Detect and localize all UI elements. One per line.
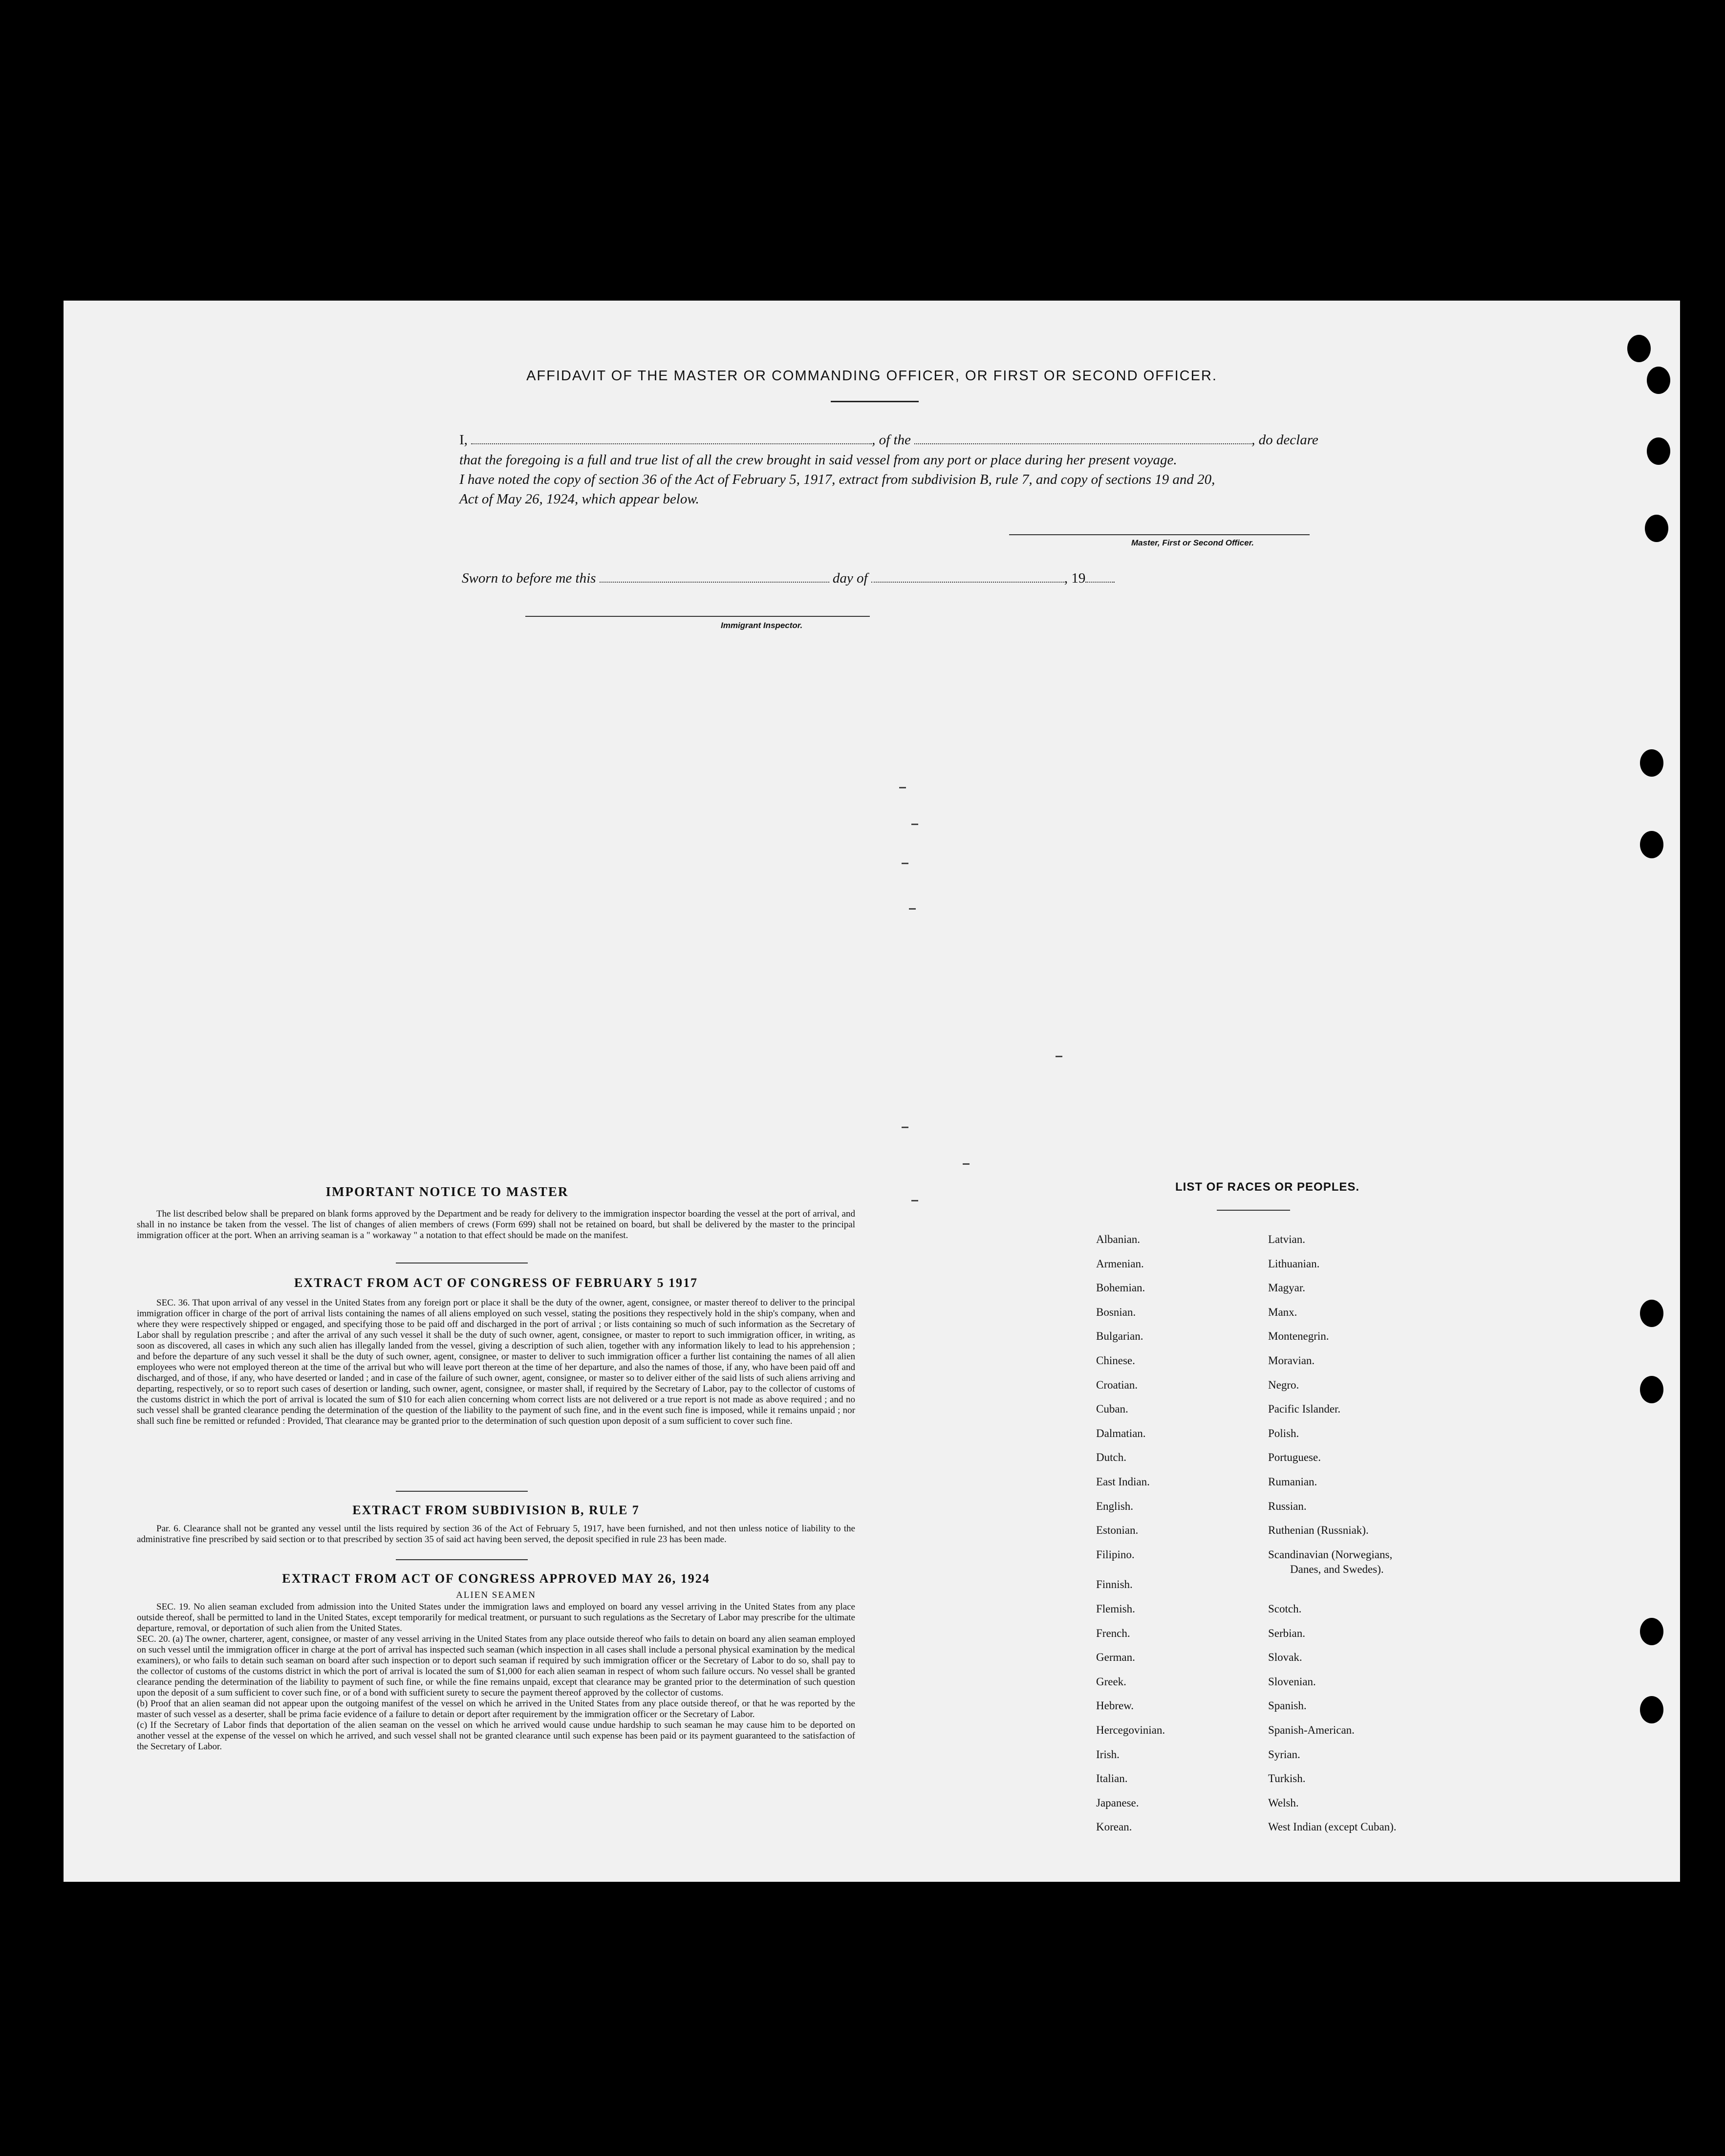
scan-speck bbox=[902, 1127, 908, 1128]
sworn-line bbox=[462, 568, 1293, 588]
races-divider bbox=[1217, 1210, 1290, 1211]
punch-hole bbox=[1645, 515, 1668, 542]
sworn-month-field[interactable] bbox=[871, 582, 1064, 583]
scan-speck bbox=[963, 1163, 970, 1165]
race-item: Scotch. bbox=[1268, 1603, 1302, 1615]
declaration-line-4: Act of May 26, 1924, which appear below. bbox=[459, 491, 699, 507]
race-item: Italian. bbox=[1096, 1772, 1128, 1785]
affidavit-title: AFFIDAVIT OF THE MASTER OR COMMANDING OFFICER, OR FIRST OR SECOND OFFICER. bbox=[526, 368, 1217, 384]
race-item: Chinese. bbox=[1096, 1354, 1135, 1367]
sworn-day-field[interactable] bbox=[600, 582, 829, 583]
race-item: Ruthenian (Russniak). bbox=[1268, 1524, 1369, 1537]
extract-rule7-title: EXTRACT FROM SUBDIVISION B, RULE 7 bbox=[352, 1503, 640, 1517]
races-title: LIST OF RACES OR PEOPLES. bbox=[1175, 1180, 1360, 1194]
race-item: Cuban. bbox=[1096, 1403, 1128, 1416]
notice-title: IMPORTANT NOTICE TO MASTER bbox=[325, 1184, 569, 1199]
extract-1917-title: EXTRACT FROM ACT OF CONGRESS OF FEBRUARY 5 1917 bbox=[294, 1276, 698, 1290]
race-item: Hebrew. bbox=[1096, 1699, 1134, 1712]
year-prefix-label: , 19 bbox=[1064, 570, 1086, 586]
race-item: Negro. bbox=[1268, 1378, 1299, 1391]
scan-speck bbox=[911, 824, 918, 825]
extract-1924-title: EXTRACT FROM ACT OF CONGRESS APPROVED MAY 26, 1924 bbox=[282, 1571, 710, 1586]
punch-hole bbox=[1627, 335, 1651, 362]
race-item: Estonian. bbox=[1096, 1524, 1139, 1537]
race-item: Pacific Islander. bbox=[1268, 1403, 1341, 1416]
race-item: Rumanian. bbox=[1268, 1476, 1317, 1488]
declaration-line-2: that the foregoing is a full and true list of all the crew brought in said vessel from any port or place during her present voyage. bbox=[459, 452, 1177, 468]
punch-hole bbox=[1640, 831, 1663, 858]
race-item: Bohemian. bbox=[1096, 1282, 1145, 1294]
race-item: West Indian (except Cuban). bbox=[1268, 1821, 1397, 1833]
race-item: Welsh. bbox=[1268, 1796, 1299, 1809]
race-item: Croatian. bbox=[1096, 1378, 1138, 1391]
declaration-line-1 bbox=[459, 430, 1354, 450]
notice-body: The list described below shall be prepared on blank forms approved by the Department and be ready for delivery to the immigration inspector boarding the vessel at the port of arrival, and shall in no instance be taken from the vessel. The list of changes of alien members of crews (Form 699) shall not be retained on board, but shall be delivered by the master to the principal immigration officer at the port. When an arriving seaman is a " workaway " a notation to that effect should be made on the manifest. bbox=[137, 1209, 855, 1241]
race-item: Moravian. bbox=[1268, 1354, 1315, 1367]
race-item: Irish. bbox=[1096, 1748, 1120, 1761]
race-item: Filipino. bbox=[1096, 1548, 1135, 1561]
race-item: Turkish. bbox=[1268, 1772, 1306, 1785]
title-divider bbox=[831, 401, 919, 402]
extract-1924-subtitle: ALIEN SEAMEN bbox=[456, 1590, 536, 1600]
race-item: East Indian. bbox=[1096, 1476, 1150, 1488]
scan-speck bbox=[911, 1200, 918, 1201]
master-signature-line[interactable] bbox=[1009, 534, 1310, 535]
master-signature-label: Master, First or Second Officer. bbox=[1131, 538, 1254, 547]
extract-1924-body: SEC. 19. No alien seaman excluded from admission into the United States under the immigration laws and employed on board any vessel arriving in the United States from any place outside thereof, shall be permitted to land in the United States, except temporarily for medical treatment, or pursuant to such regulations as the Secretary of Labor may prescribe for the ultimate departure, removal, or deportation of such alien from the United States. SEC. 20. (a) The owner, charterer, agent, consignee, or master of any vessel arriving in the United States from any place outside thereof who fails to detain on board any alien seaman employed on such vessel until the immigration officer in charge at the port of arrival has inspected such seaman (which inspection in all cases shall include a personal physical examination by the medical examiners), or who fails to detain such seaman on board after such inspection or to deport such seaman if required by such immigration officer or the Secretary of Labor to do so, shall pay to the collector of customs of the customs district in which the port of arrival is located the sum of $1,000 for each alien seaman in respect of whom such failure occurs. No vessel shall be granted clearance pending the determination of the liability to payment of such fine, or while the fine remains unpaid, except that clearance may be granted prior to the determination of such question upon the deposit of a sum sufficient to cover such fine, or of a bond with sufficient surety to secure the payment thereof approved by the collector of customs. (b) Proof that an alien seaman did not appear upon the outgoing manifest of the vessel on which he arrived in the United States from any place outside thereof, or that he was reported by the master of such vessel as a deserter, shall be prima facie evidence of a failure to detain or deport after requirement by the immigration officer or the Secretary of Labor. (c) If the Secretary of Labor finds that deportation of the alien seaman on the vessel on which he arrived would cause undue hardship to such seaman he may cause him to be deported on another vessel at the expense of the vessel on which he arrived, and such vessel shall not be granted clearance until such expense has been paid or its payment guaranteed to the satisfaction of the Secretary of Labor. bbox=[137, 1602, 855, 1752]
race-item: French. bbox=[1096, 1627, 1130, 1639]
race-item: English. bbox=[1096, 1500, 1134, 1512]
do-declare-label: , do declare bbox=[1251, 432, 1318, 448]
sworn-label: Sworn to before me this bbox=[462, 570, 596, 586]
race-item: Bulgarian. bbox=[1096, 1330, 1143, 1343]
race-item: German. bbox=[1096, 1651, 1135, 1664]
punch-hole bbox=[1647, 437, 1670, 465]
race-item: Lithuanian. bbox=[1268, 1257, 1320, 1270]
name-field[interactable] bbox=[471, 443, 872, 444]
scan-speck bbox=[1056, 1056, 1062, 1057]
race-item: Danes, and Swedes). bbox=[1290, 1563, 1384, 1575]
scan-speck bbox=[902, 863, 908, 864]
race-item: Russian. bbox=[1268, 1500, 1307, 1512]
declaration-line-3: I have noted the copy of section 36 of the Act of February 5, 1917, extract from subdivision B, rule 7, and copy of sections 19 and 20, bbox=[459, 472, 1215, 487]
scan-speck bbox=[899, 787, 906, 788]
race-item: Korean. bbox=[1096, 1821, 1132, 1833]
race-item: Manx. bbox=[1268, 1306, 1297, 1318]
extract-rule7-body: Par. 6. Clearance shall not be granted any vessel until the lists required by section 36 of the Act of February 5, 1917, have been furnished, and not then unless notice of liability to the administrative fine prescribed by said section or to that prescribed by section 35 of said act having been served, the deposit specified in rule 23 has been made. bbox=[137, 1524, 855, 1545]
race-item: Albanian. bbox=[1096, 1233, 1141, 1245]
race-item: Slovak. bbox=[1268, 1651, 1302, 1664]
punch-hole bbox=[1640, 749, 1663, 777]
of-the-label: , of the bbox=[872, 432, 911, 448]
race-item: Flemish. bbox=[1096, 1603, 1135, 1615]
sworn-year-field[interactable] bbox=[1085, 582, 1115, 583]
extract-rule7-divider bbox=[396, 1559, 528, 1560]
punch-hole bbox=[1640, 1376, 1663, 1403]
extract-1917-divider bbox=[396, 1491, 528, 1492]
race-item: Spanish-American. bbox=[1268, 1724, 1355, 1736]
punch-hole bbox=[1640, 1300, 1663, 1327]
race-item: Bosnian. bbox=[1096, 1306, 1136, 1318]
race-item: Portuguese. bbox=[1268, 1451, 1321, 1464]
race-item: Serbian. bbox=[1268, 1627, 1306, 1639]
race-item: Syrian. bbox=[1268, 1748, 1300, 1761]
race-item: Armenian. bbox=[1096, 1257, 1144, 1270]
i-label: I, bbox=[459, 432, 468, 448]
race-item: Dalmatian. bbox=[1096, 1427, 1146, 1439]
inspector-label: Immigrant Inspector. bbox=[721, 621, 803, 630]
form-page bbox=[64, 301, 1680, 1882]
race-item: Scandinavian (Norwegians, bbox=[1268, 1548, 1393, 1561]
race-item: Montenegrin. bbox=[1268, 1330, 1329, 1343]
scan-speck bbox=[909, 908, 916, 910]
race-item: Polish. bbox=[1268, 1427, 1299, 1439]
extract-1917-body: SEC. 36. That upon arrival of any vessel in the United States from any foreign port or place it shall be the duty of the owner, agent, consignee, or master thereof to deliver to the principal immigration officer in charge of the port of arrival lists containing the names of all aliens employed on such vessel, stating the positions they respectively hold in the ship's company, when and where they were respectively shipped or engaged, and specifying those to be paid off and discharged in the port of arrival ; or lists containing so much of such information as the Secretary of Labor shall by regulation prescribe ; and after the arrival of any such vessel it shall be the duty of such owner, agent, consignee, or master to report to such immigration officer, in writing, as soon as discovered, all cases in which any such alien has illegally landed from the vessel, giving a description of such alien, together with any information likely to lead to his apprehension ; and before the departure of any such vessel it shall be the duty of such owner, agent, consignee, or master to deliver to such immigration officer a further list containing the names of all alien employees who were not employed thereon at the time of the arrival but who will leave port thereon at the time of her departure, and also the names of those, if any, who have been paid off and discharged, and of those, if any, who have deserted or landed ; and in case of the failure of such owner, agent, consignee, or master so to deliver either of the said lists of such aliens arriving and departing, respectively, or so to report such cases of desertion or landing, such owner, agent, consignee, or master shall, if required by the Secretary of Labor, pay to the collector of customs of the customs district in which the port of arrival is located the sum of $10 for each alien concerning whom correct lists are not delivered or a true report is not made as above required ; and no such vessel shall be granted clearance pending the determination of the question of the liability to the payment of such fine, and in the event such fine is imposed, while it remains unpaid ; nor shall such fine be remitted or refunded : Provided, That clearance may be granted prior to the determination of such question upon deposit of a sum sufficient to cover such fine. bbox=[137, 1298, 855, 1426]
day-of-label: day of bbox=[832, 570, 868, 586]
race-item: Greek. bbox=[1096, 1675, 1126, 1688]
race-item: Slovenian. bbox=[1268, 1675, 1316, 1688]
race-item: Spanish. bbox=[1268, 1699, 1307, 1712]
race-item: Japanese. bbox=[1096, 1796, 1139, 1809]
race-item: Dutch. bbox=[1096, 1451, 1126, 1464]
race-item: Magyar. bbox=[1268, 1282, 1306, 1294]
punch-hole bbox=[1640, 1618, 1663, 1645]
race-item: Hercegovinian. bbox=[1096, 1724, 1165, 1736]
punch-hole bbox=[1640, 1696, 1663, 1723]
vessel-field[interactable] bbox=[914, 443, 1251, 444]
race-item: Finnish. bbox=[1096, 1578, 1133, 1591]
race-item: Latvian. bbox=[1268, 1233, 1305, 1245]
inspector-signature-line[interactable] bbox=[525, 616, 870, 617]
